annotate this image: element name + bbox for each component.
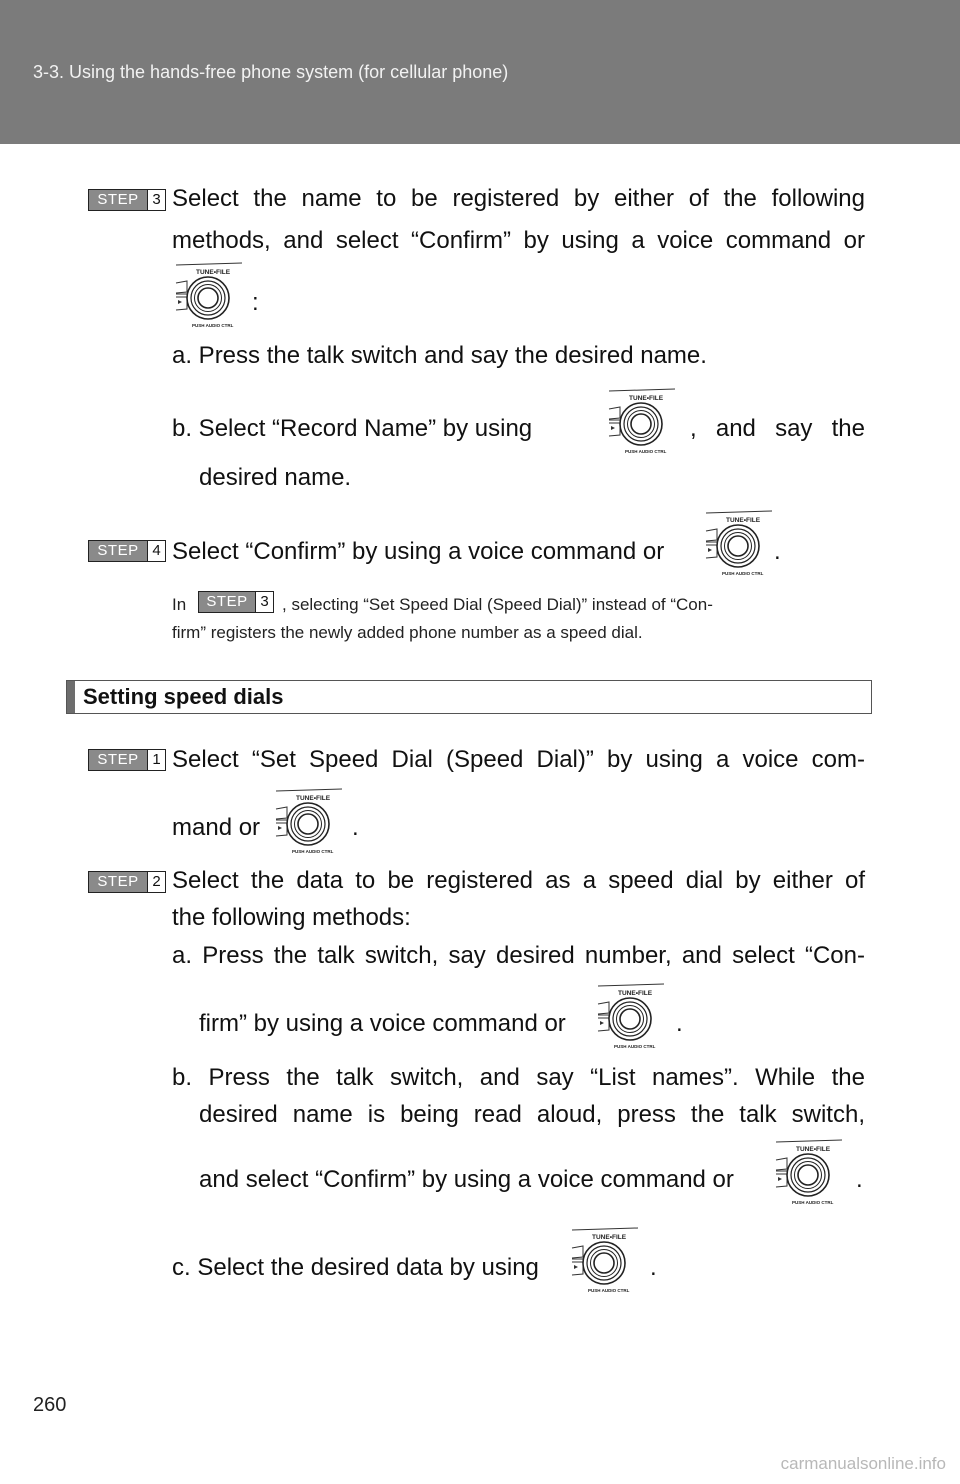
chapter-title: 3-3. Using the hands-free phone system (for cellular phone) bbox=[33, 62, 509, 82]
page-header bbox=[0, 0, 960, 144]
step-3-line-1: Select the name to be registered by either of the following bbox=[172, 185, 865, 212]
step-1-line-2: mand or bbox=[172, 814, 261, 841]
step-2-line-2: the following methods: bbox=[172, 904, 411, 931]
tune-file-knob-icon bbox=[603, 388, 683, 458]
tune-file-knob-icon bbox=[770, 1139, 850, 1209]
note-prefix: In bbox=[172, 595, 187, 614]
step-2-option-b-suffix: . bbox=[856, 1166, 863, 1193]
page-number: 260 bbox=[33, 1394, 67, 1416]
tune-file-knob-icon bbox=[170, 262, 250, 332]
step-1-suffix: . bbox=[352, 814, 359, 841]
step-2-option-a-suffix: . bbox=[676, 1010, 683, 1037]
step-number: 3 bbox=[147, 190, 165, 210]
step-3-badge bbox=[88, 189, 166, 211]
step-2-option-c-suffix: . bbox=[650, 1254, 657, 1281]
step-label: STEP bbox=[89, 750, 147, 770]
step-3-option-b-suffix: , and say the bbox=[690, 415, 865, 442]
step-2-line-1: Select the data to be registered as a speed dial by either of bbox=[172, 867, 865, 894]
tune-file-knob-icon bbox=[270, 788, 350, 858]
step-label: STEP bbox=[89, 190, 147, 210]
step-label: STEP bbox=[89, 872, 147, 892]
step-4-text: Select “Confirm” by using a voice command or bbox=[172, 538, 665, 565]
note-line-1: , selecting “Set Speed Dial (Speed Dial)” instead of “Con- bbox=[282, 595, 713, 614]
note-step-3-badge bbox=[198, 591, 274, 613]
section-heading-bar bbox=[66, 680, 872, 714]
step-number: 4 bbox=[147, 541, 165, 561]
watermark: carmanualsonline.info bbox=[780, 1454, 946, 1473]
step-number: 3 bbox=[255, 592, 273, 612]
step-2-badge bbox=[88, 871, 166, 893]
step-2-option-b-line-3: and select “Confirm” by using a voice command or bbox=[199, 1166, 734, 1193]
step-4-badge bbox=[88, 540, 166, 562]
note-line-2: firm” registers the newly added phone number as a speed dial. bbox=[172, 623, 643, 642]
step-label: STEP bbox=[199, 592, 255, 612]
step-1-line-1: Select “Set Speed Dial (Speed Dial)” by using a voice com- bbox=[172, 746, 865, 773]
step-4-suffix: . bbox=[774, 538, 781, 565]
step-number: 2 bbox=[147, 872, 165, 892]
step-3-option-b: b. Select “Record Name” by using bbox=[172, 415, 533, 442]
step-label: STEP bbox=[89, 541, 147, 561]
step-3-colon: : bbox=[252, 289, 259, 316]
step-2-option-b-line-2: desired name is being read aloud, press the talk switch, bbox=[199, 1101, 865, 1128]
step-1-badge bbox=[88, 749, 166, 771]
step-number: 1 bbox=[147, 750, 165, 770]
section-title: Setting speed dials bbox=[83, 684, 284, 709]
step-3-line-2: methods, and select “Confirm” by using a voice command or bbox=[172, 227, 865, 254]
step-2-option-a-line-1: a. Press the talk switch, say desired number, and select “Con- bbox=[172, 942, 865, 969]
step-2-option-b-line-1: b. Press the talk switch, and say “List names”. While the bbox=[172, 1064, 865, 1091]
step-3-option-b-cont: desired name. bbox=[199, 464, 352, 491]
tune-file-knob-icon bbox=[700, 510, 780, 580]
tune-file-knob-icon bbox=[592, 983, 672, 1053]
step-2-option-a-line-2: firm” by using a voice command or bbox=[199, 1010, 566, 1037]
step-3-option-a: a. Press the talk switch and say the desired name. bbox=[172, 342, 707, 369]
tune-file-knob-icon bbox=[566, 1227, 646, 1297]
step-2-option-c: c. Select the desired data by using bbox=[172, 1254, 539, 1281]
